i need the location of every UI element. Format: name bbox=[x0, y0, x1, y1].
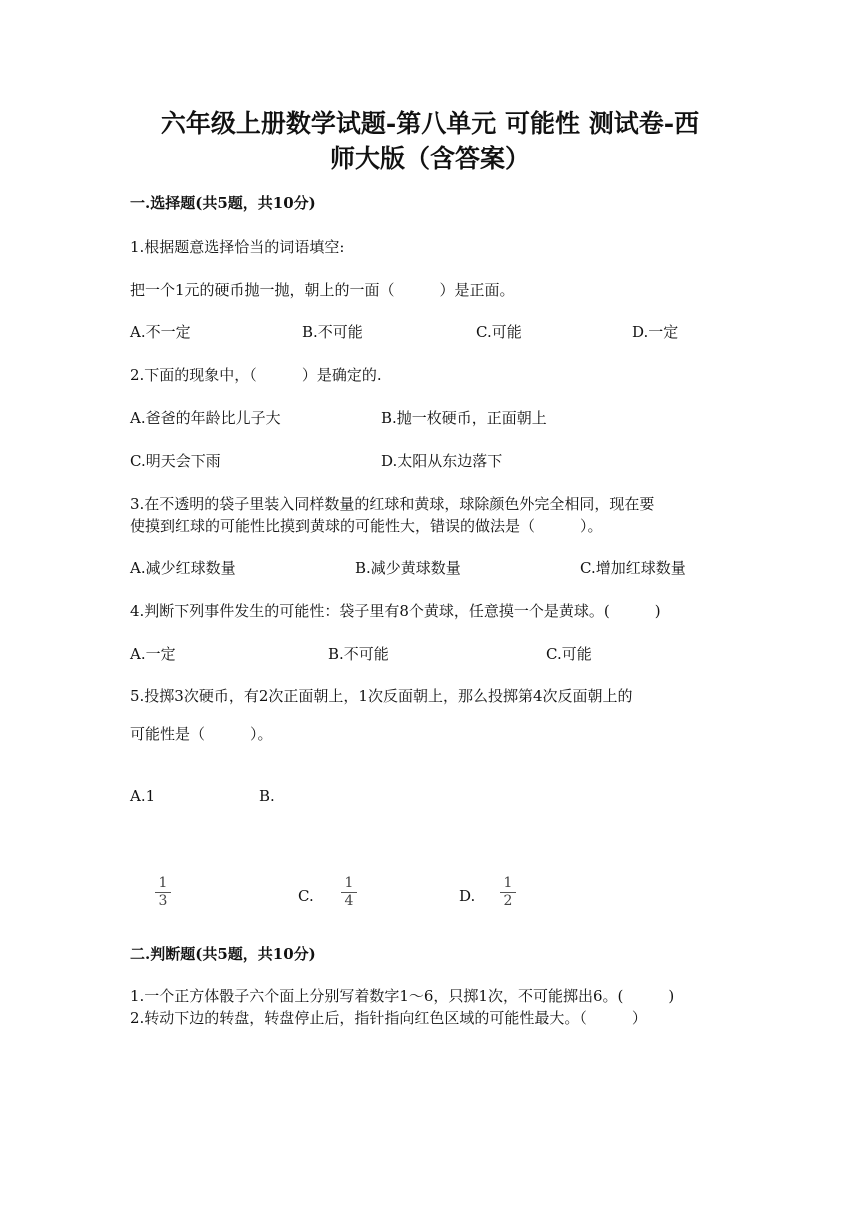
question-5-option-a: A.1 bbox=[130, 787, 156, 805]
question-3-stem-line-2: 使摸到红球的可能性比摸到黄球的可能性大，错误的做法是（ ）。 bbox=[130, 517, 603, 535]
fraction-denominator: 2 bbox=[503, 893, 513, 909]
question-1-option-c: C.可能 bbox=[476, 323, 522, 341]
question-4-stem: 4.判断下列事件发生的可能性：袋子里有8个黄球，任意摸一个是黄球。( ) bbox=[130, 602, 661, 620]
section-2-heading: 二.判断题(共5题，共10分) bbox=[130, 945, 316, 963]
question-4-option-c: C.可能 bbox=[546, 645, 592, 663]
document-title-line-1: 六年级上册数学试题-第八单元 可能性 测试卷-西 bbox=[160, 109, 700, 138]
fraction-numerator: 1 bbox=[158, 875, 168, 891]
document-title-line-2: 师大版（含答案） bbox=[329, 144, 530, 173]
question-5-option-d-fraction bbox=[498, 876, 518, 909]
question-1-stem: 1.根据题意选择恰当的词语填空: bbox=[130, 238, 345, 256]
judgment-question-2: 2.转动下边的转盘，转盘停止后，指针指向红色区域的可能性最大。（ ） bbox=[130, 1009, 647, 1027]
question-1-option-d: D.一定 bbox=[632, 323, 679, 341]
section-1-heading: 一.选择题(共5题，共10分) bbox=[130, 194, 316, 212]
question-3-option-c: C.增加红球数量 bbox=[580, 559, 686, 577]
question-5-option-b-fraction bbox=[153, 876, 173, 909]
question-1-option-a: A.不一定 bbox=[130, 323, 191, 341]
question-4-option-a: A.一定 bbox=[130, 645, 176, 663]
question-5-option-c-fraction bbox=[339, 876, 359, 909]
judgment-question-1: 1.一个正方体骰子六个面上分别写着数字1～6，只掷1次，不可能掷出6。( ) bbox=[130, 987, 675, 1005]
question-2-option-d: D.太阳从东边落下 bbox=[381, 452, 503, 470]
fraction-denominator: 4 bbox=[344, 893, 354, 909]
question-1-option-b: B.不可能 bbox=[302, 323, 363, 341]
question-3-option-a: A.减少红球数量 bbox=[130, 559, 236, 577]
question-4-option-b: B.不可能 bbox=[328, 645, 389, 663]
question-5-option-c-label: C. bbox=[298, 887, 314, 905]
fraction-numerator: 1 bbox=[503, 875, 513, 891]
fraction-numerator: 1 bbox=[344, 875, 354, 891]
question-5-stem-line-1: 5.投掷3次硬币，有2次正面朝上，1次反面朝上，那么投掷第4次反面朝上的 bbox=[130, 687, 633, 705]
question-3-option-b: B.减少黄球数量 bbox=[355, 559, 461, 577]
question-5-option-b-label: B. bbox=[259, 787, 275, 805]
question-2-option-a: A.爸爸的年龄比儿子大 bbox=[130, 409, 281, 427]
question-1-sentence: 把一个1元的硬币抛一抛，朝上的一面（ ）是正面。 bbox=[130, 281, 515, 299]
question-5-stem-line-2: 可能性是（ ）。 bbox=[130, 725, 273, 743]
question-2-stem: 2.下面的现象中，（ ）是确定的. bbox=[130, 366, 382, 384]
fraction-denominator: 3 bbox=[158, 893, 168, 909]
question-2-option-b: B.抛一枚硬币，正面朝上 bbox=[381, 409, 547, 427]
question-5-option-d-label: D. bbox=[459, 887, 476, 905]
question-3-stem-line-1: 3.在不透明的袋子里装入同样数量的红球和黄球，球除颜色外完全相同，现在要 bbox=[130, 495, 655, 513]
question-2-option-c: C.明天会下雨 bbox=[130, 452, 221, 470]
